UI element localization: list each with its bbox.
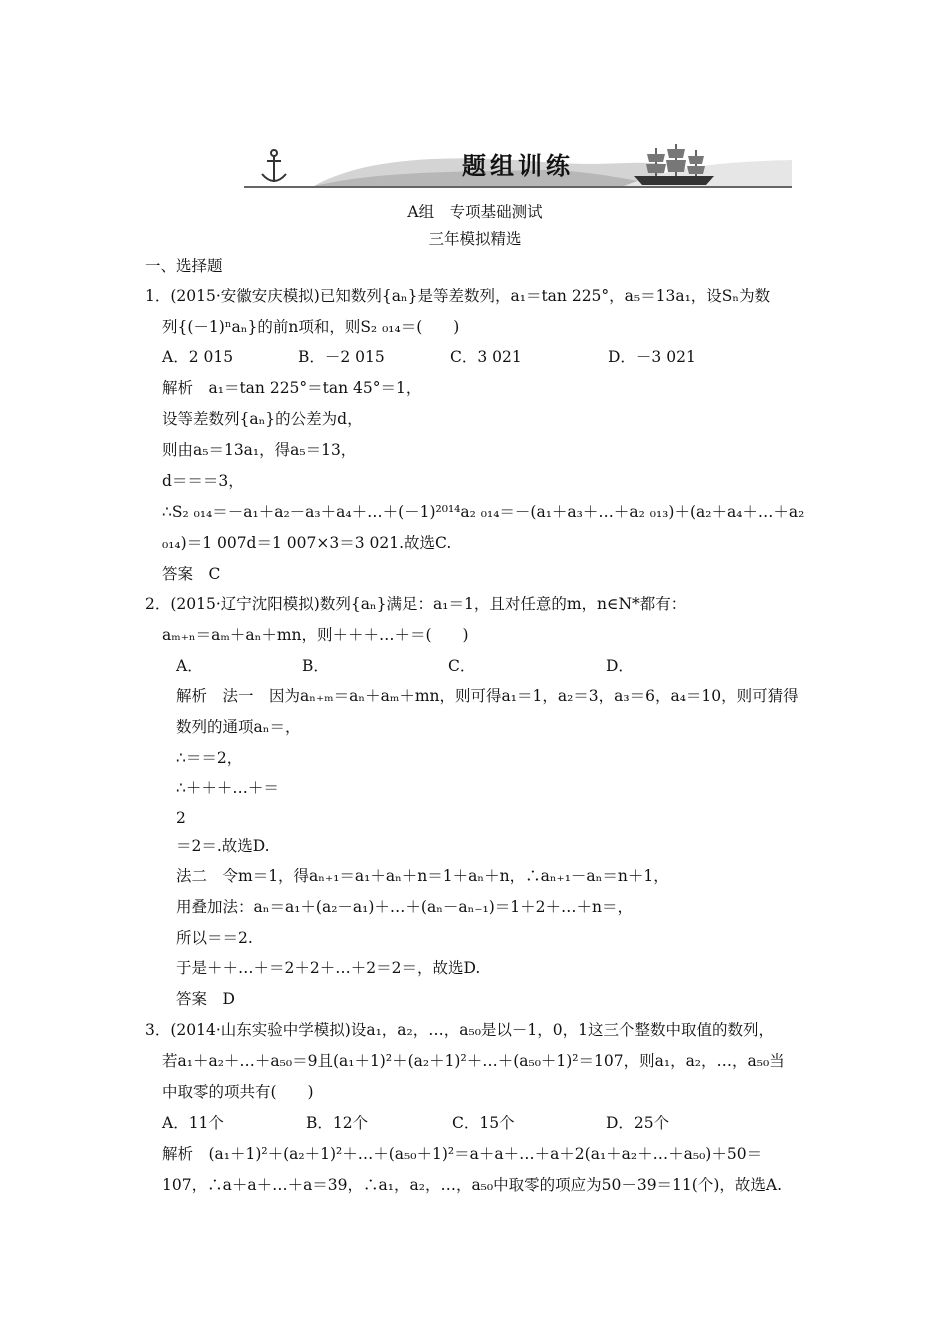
problem-3-line-3: 中取零的项共有( ) — [162, 1083, 314, 1101]
solution-line: 数列的通项aₙ＝， — [176, 718, 301, 736]
option-d: D．25个 — [606, 1114, 670, 1132]
solution-line: 法二 令m＝1，得aₙ₊₁＝a₁＋aₙ＋n＝1＋aₙ＋n，∴aₙ₊₁－aₙ＝n＋1， — [176, 867, 669, 885]
option-c: C．15个 — [452, 1114, 515, 1132]
solution-line: ∴＝＝2， — [176, 749, 243, 767]
banner-title: 题组训练 — [462, 152, 574, 180]
option-c: C．3 021 — [450, 348, 522, 366]
solution-line: d＝＝＝3， — [162, 472, 244, 490]
option-b: B． — [302, 657, 329, 675]
solution-line: 用叠加法：aₙ＝a₁＋(a₂－a₁)＋…＋(aₙ－aₙ₋₁)＝1＋2＋…＋n＝， — [176, 898, 633, 916]
solution-line: 107，∴a＋a＋…＋a＝39，∴a₁，a₂，…，a₅₀中取零的项应为50－39＝11(个)，故选A. — [162, 1176, 782, 1194]
solution-line: 于是＋＋…＋＝2＋2＋…＋2＝2＝，故选D. — [176, 959, 481, 977]
problem-1-options — [162, 347, 696, 367]
group-heading: A组 专项基础测试 — [407, 203, 543, 221]
solution-line: 解析 a₁＝tan 225°＝tan 45°＝1， — [162, 379, 422, 397]
option-a: A．2 015 — [162, 348, 234, 366]
option-d: D． — [606, 657, 634, 675]
solution-line: ＝2＝.故选D. — [176, 837, 270, 855]
problem-2-line-2: aₘ₊ₙ＝aₘ＋aₙ＋mn，则＋＋＋…＋＝( ) — [162, 626, 469, 644]
problem-3-options — [162, 1113, 669, 1133]
option-a: A． — [176, 657, 203, 675]
problem-2-options — [176, 656, 634, 676]
section-heading: 一、选择题 — [145, 257, 223, 275]
problem-3-line-2: 若a₁＋a₂＋…＋a₅₀＝9且(a₁＋1)²＋(a₂＋1)²＋…＋(a₅₀＋1)²＝107，则a₁，a₂，…，a₅₀当 — [162, 1052, 785, 1070]
solution-line: 设等差数列{aₙ}的公差为d， — [162, 410, 363, 428]
solution-line: 2 — [176, 809, 186, 827]
subtitle-heading: 三年模拟精选 — [428, 230, 522, 248]
option-c: C． — [448, 657, 476, 675]
solution-line: ∴＋＋＋…＋＝ — [176, 779, 279, 797]
option-a: A．11个 — [162, 1114, 224, 1132]
option-d: D．－3 021 — [608, 348, 696, 366]
solution-line: 所以＝＝2. — [176, 929, 253, 947]
problem-1-line-1: 1．(2015·安徽安庆模拟)已知数列{aₙ}是等差数列，a₁＝tan 225°，a₅＝13a₁，设Sₙ为数 — [145, 287, 771, 305]
option-b: B．12个 — [306, 1114, 369, 1132]
problem-1-line-2: 列{(－1)ⁿaₙ}的前n项和，则S₂ ₀₁₄＝( ) — [162, 318, 460, 336]
solution-line: 则由a₅＝13a₁，得a₅＝13， — [162, 441, 357, 459]
section-banner — [244, 140, 792, 192]
problem-2-line-1: 2．(2015·辽宁沈阳模拟)数列{aₙ}满足：a₁＝1，且对任意的m，n∈N*都有： — [145, 595, 687, 613]
option-b: B．－2 015 — [298, 348, 385, 366]
solution-line: 解析 (a₁＋1)²＋(a₂＋1)²＋…＋(a₅₀＋1)²＝a＋a＋…＋a＋2(a₁＋a₂＋…＋a₅₀)＋50＝ — [162, 1145, 763, 1163]
solution-line: 解析 法一 因为aₙ₊ₘ＝aₙ＋aₘ＋mn，则可得a₁＝1，a₂＝3，a₃＝6，a₄＝10，则可猜得 — [176, 687, 799, 705]
answer-line: 答案 C — [162, 565, 221, 583]
solution-line: ∴S₂ ₀₁₄＝－a₁＋a₂－a₃＋a₄＋…＋(－1)²⁰¹⁴a₂ ₀₁₄＝－(a₁＋a₃＋…＋a₂ ₀₁₃)＋(a₂＋a₄＋…＋a₂ — [162, 503, 805, 521]
problem-3-line-1: 3．(2014·山东实验中学模拟)设a₁，a₂，…，a₅₀是以－1，0，1这三个整数中取值的数列， — [145, 1021, 774, 1039]
answer-line: 答案 D — [176, 990, 235, 1008]
solution-line: ₀₁₄)＝1 007d＝1 007×3＝3 021.故选C. — [162, 534, 452, 552]
